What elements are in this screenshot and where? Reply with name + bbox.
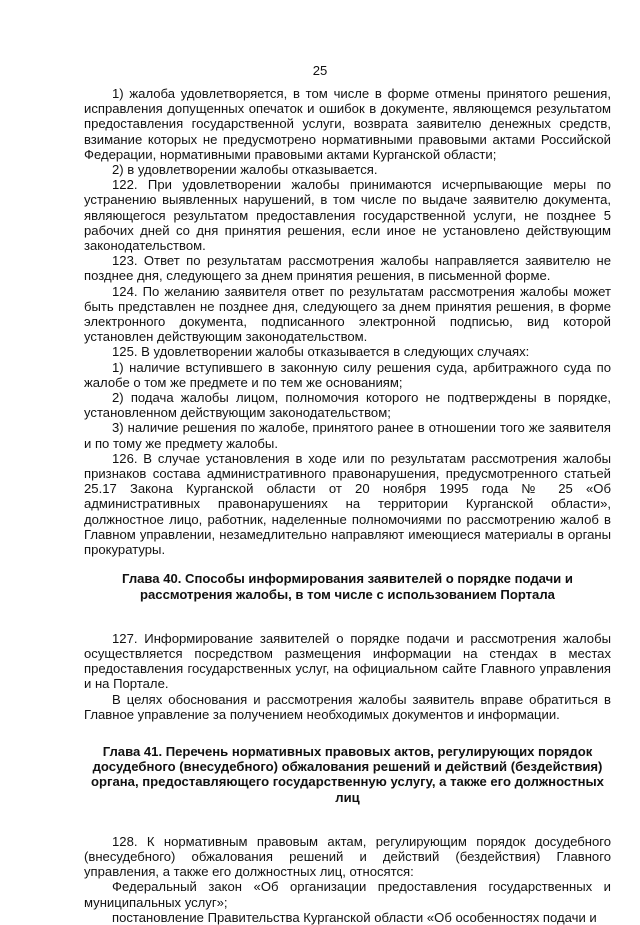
heading-line: органа, предоставляющего государственную услугу, а также его должностных лиц <box>91 774 604 805</box>
heading-line: рассмотрения жалобы, в том числе с использованием Портала <box>140 586 555 602</box>
document-body <box>84 86 611 925</box>
heading-line: Глава 41. Перечень нормативных правовых актов, регулирующих порядок <box>102 743 593 759</box>
paragraph: 1) наличие вступившего в законную силу решения суда, арбитражного суда по жалобе о том же предмете и по тем же основаниям; <box>84 359 611 390</box>
paragraph: 123. Ответ по результатам рассмотрения жалобы направляется заявителю не позднее дня, следующего за днем принятия решения, в письменной форме. <box>84 253 611 284</box>
paragraph: 2) подача жалобы лицом, полномочия которого не подтверждены в порядке, установленном действующим законодательством; <box>84 390 611 421</box>
paragraph: 2) в удовлетворении жалобы отказывается. <box>112 162 378 178</box>
paragraph: 125. В удовлетворении жалобы отказывается в следующих случаях: <box>112 344 530 360</box>
paragraph: 3) наличие решения по жалобе, принятого ранее в отношении того же заявителя и по тому же предмету жалобы. <box>84 420 611 451</box>
paragraph: 122. При удовлетворении жалобы принимаются исчерпывающие меры по устранению выявленных нарушений, в том числе по выдаче заявителю документа, являющегося результатом предоставления государственной услуги, не позднее 5 рабочих дней со дня принятия решения, если иное не установлено действующим законодательством. <box>84 177 611 254</box>
chapter-41-heading <box>84 744 611 805</box>
heading-line: Глава 40. Способы информирования заявителей о порядке подачи и <box>122 571 573 587</box>
paragraph: 124. По желанию заявителя ответ по результатам рассмотрения жалобы может быть представлен не позднее дня, следующего за днем принятия решения, в форме электронного документа, подписанного электронной подписью, вид которой установлен действующим законодательством. <box>84 283 611 345</box>
chapter-40-heading <box>84 571 611 601</box>
paragraph: 127. Информирование заявителей о порядке подачи и рассмотрения жалобы осуществляется посредством размещения информации на стендах в местах предоставления государственных услуг, на официальном сайте Главного управления и на Портале. <box>84 630 611 692</box>
paragraph: 128. К нормативным правовым актам, регулирующим порядок досудебного (внесудебного) обжалования решений и действий (бездействия) Главного управления, а также его должностных лиц, относятся: <box>84 833 611 880</box>
heading-line: досудебного (внесудебного) обжалования решений и действий (бездействия) <box>92 759 603 775</box>
paragraph: В целях обоснования и рассмотрения жалобы заявитель вправе обратиться в Главное управление за получением необходимых документов и информации. <box>84 691 611 722</box>
page-number: 25 <box>312 63 328 78</box>
paragraph: 1) жалоба удовлетворяется, в том числе в форме отмены принятого решения, исправления допущенных опечаток и ошибок в документе, являющемся результатом предоставления государственной услуги, возврата заявителю денежных средств, взимание которых не предусмотрено нормативными правовыми актами Российской Федерации, нормативными правовыми актами Курганской области; <box>84 86 611 162</box>
paragraph: 126. В случае установления в ходе или по результатам рассмотрения жалобы признаков состава административного правонарушения, предусмотренного статьей 25.17 Закона Курганской области от 20 ноября 1995 года № 25 «Об административных правонарушениях на территории Курганской области», должностное лицо, работник, наделенные полномочиями по рассмотрению жалоб в Главном управлении, незамедлительно направляют имеющиеся материалы в органы прокуратуры. <box>84 450 611 558</box>
paragraph: постановление Правительства Курганской области «Об особенностях подачи и <box>112 909 597 925</box>
paragraph: Федеральный закон «Об организации предоставления государственных и муниципальных услуг»; <box>84 879 611 910</box>
